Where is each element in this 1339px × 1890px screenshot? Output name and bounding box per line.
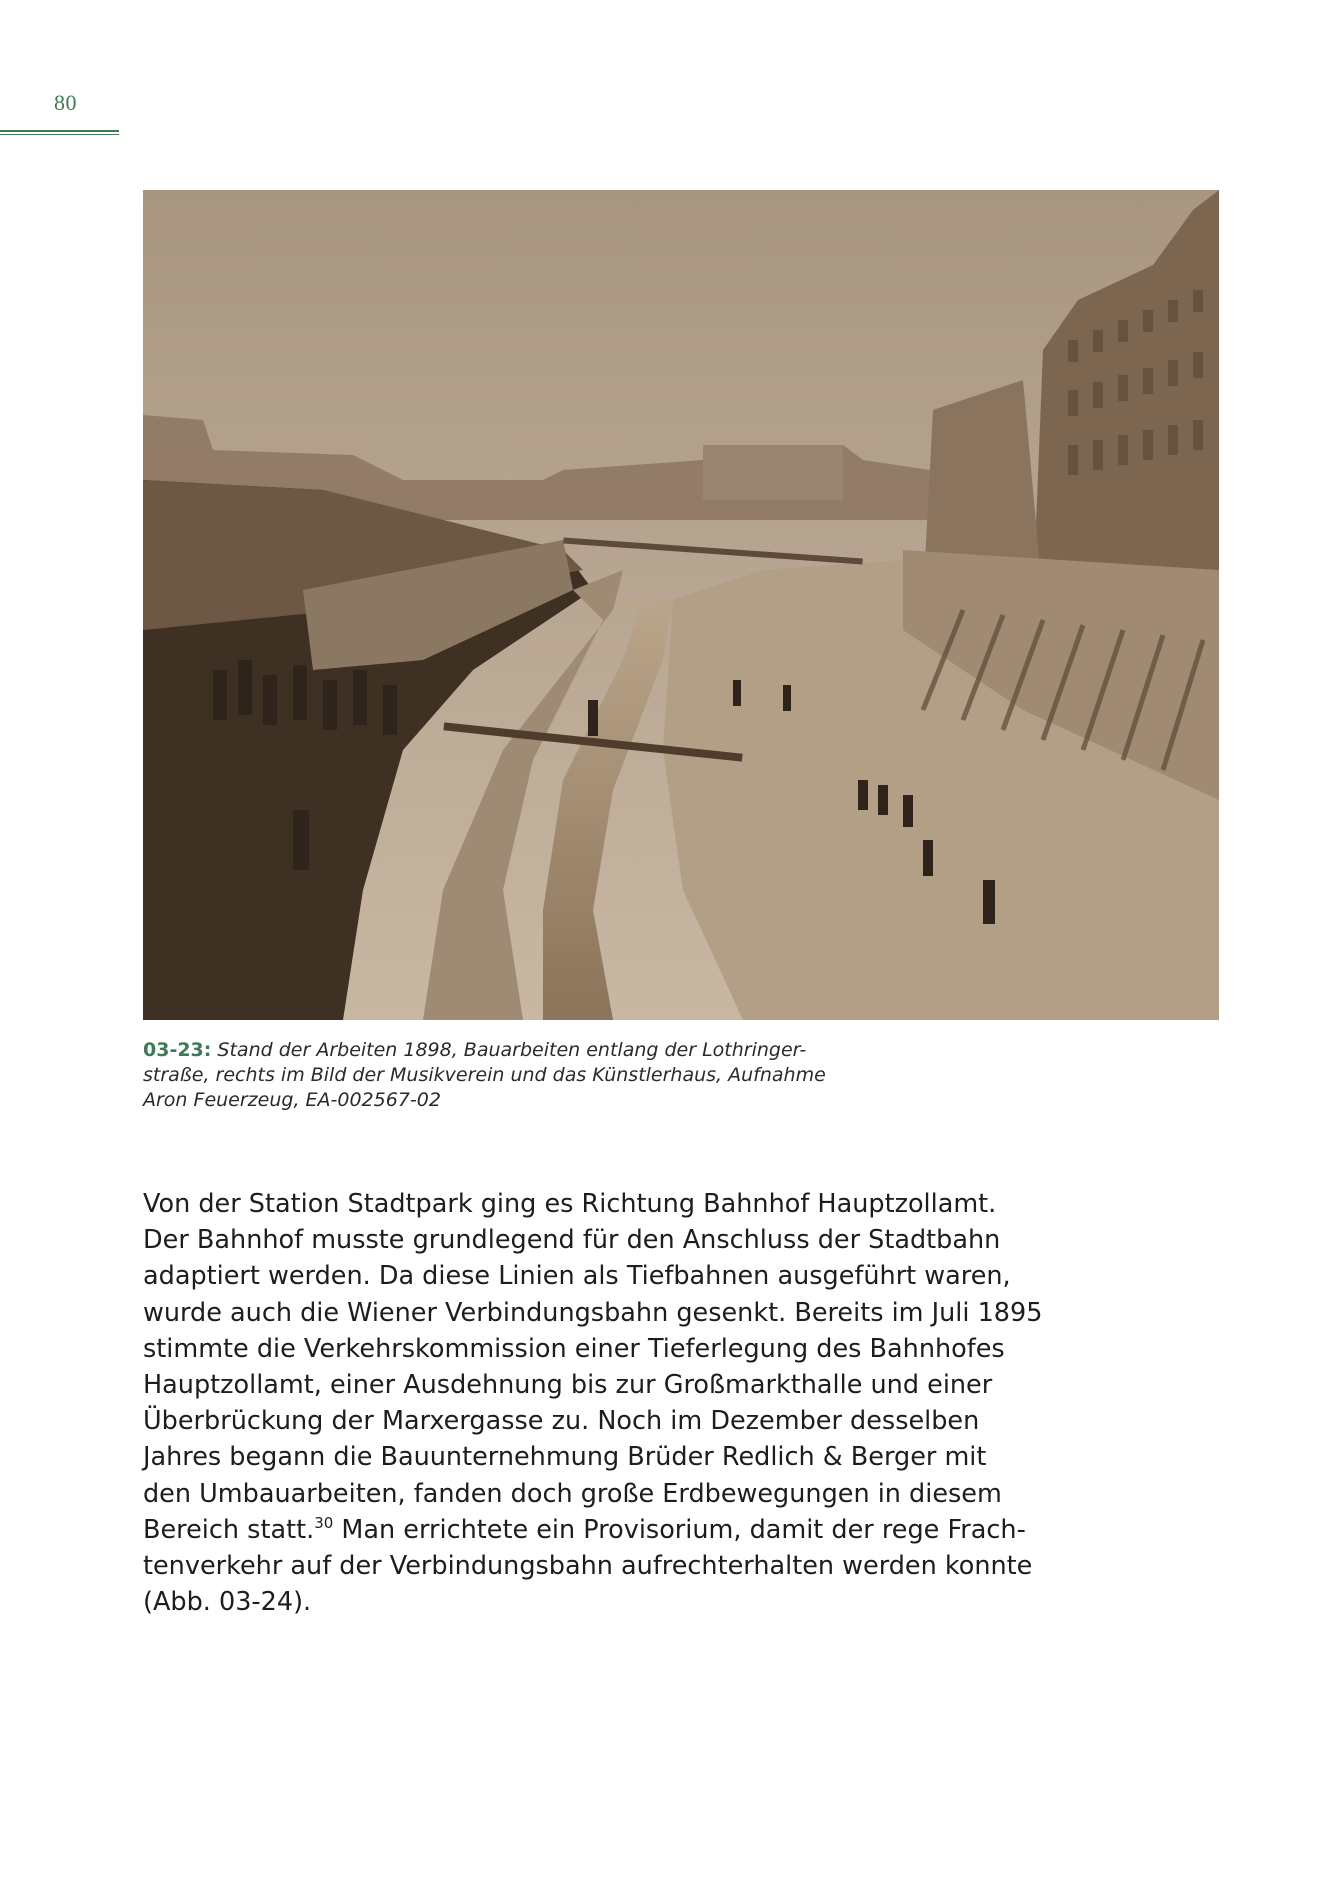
historic-photo-construction-site <box>143 190 1219 1020</box>
body-line-1: Von der Station Stadtpark ging es Richtung Bahnhof Hauptzollamt. <box>143 1189 997 1219</box>
body-line-10-start: Bereich statt. <box>143 1514 315 1545</box>
body-line-9: den Umbauarbeiten, fanden doch große Erdbewegungen in diesem <box>143 1478 1002 1509</box>
body-line-11: tenverkehr auf der Verbindungsbahn aufrechterhalten werden konnte <box>143 1551 1033 1582</box>
body-line-5: stimmte die Verkehrskommission einer Tieferlegung des Bahnhofes <box>143 1333 1005 1364</box>
body-line-6: Hauptzollamt, einer Ausdehnung bis zur Großmarkthalle und einer <box>143 1370 993 1401</box>
caption-line-2: straße, rechts im Bild der Musikverein und das Künstlerhaus, Aufnahme <box>143 1064 826 1086</box>
body-line-2: Der Bahnhof musste grundlegend für den Anschluss der Stadtbahn <box>143 1225 1001 1256</box>
figure-label: 03-23: <box>143 1039 212 1061</box>
body-line-4: wurde auch die Wiener Verbindungsbahn gesenkt. Bereits im Juli 1895 <box>143 1297 1043 1328</box>
body-line-10-end: Man errichtete ein Provisorium, damit der rege Frach- <box>333 1514 1026 1545</box>
body-line-12: (Abb. 03-24). <box>143 1587 312 1618</box>
page-number: 80 <box>54 90 77 115</box>
header-rule-thin <box>0 134 119 135</box>
body-line-8: Jahres begann die Bauunternehmung Brüder Redlich & Berger mit <box>143 1442 987 1473</box>
caption-line-3: Aron Feuerzeug, EA-002567-02 <box>143 1089 441 1111</box>
photo-illustration <box>143 190 1219 1020</box>
body-line-7: Überbrückung der Marxergasse zu. Noch im Dezember desselben <box>143 1406 980 1437</box>
body-line-3: adaptiert werden. Da diese Linien als Tiefbahnen ausgeführt waren, <box>143 1261 1011 1292</box>
footnote-ref[interactable]: 30 <box>314 1513 334 1532</box>
body-paragraph <box>143 1186 1043 1620</box>
caption-line-1: Stand der Arbeiten 1898, Bauarbeiten entlang der Lothringer- <box>217 1039 807 1061</box>
figure-caption <box>143 1038 903 1113</box>
header-rule <box>0 130 119 132</box>
